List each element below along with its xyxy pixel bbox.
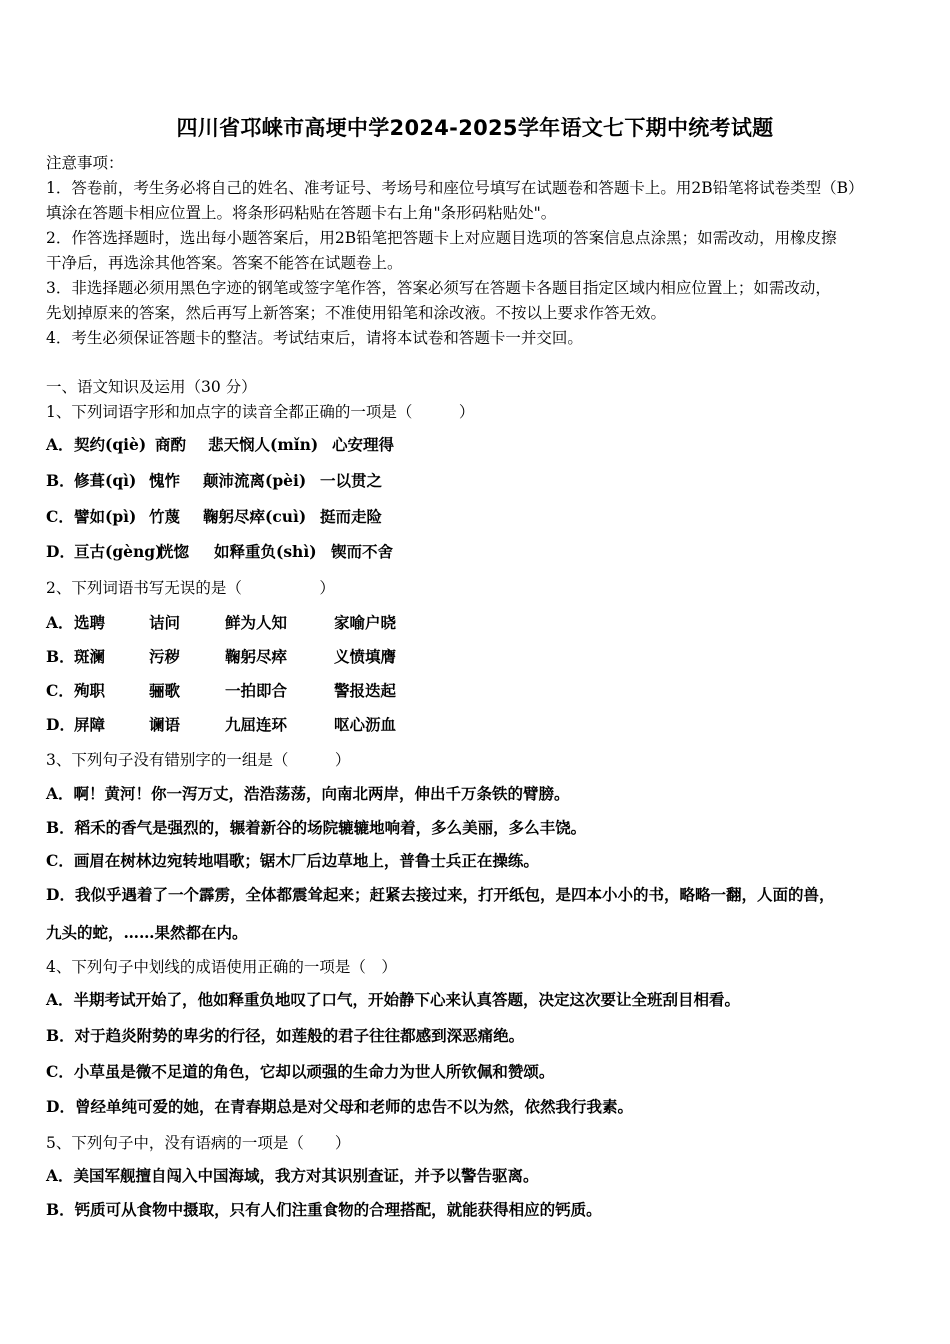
option-word: 锲而不舍 — [331, 542, 394, 561]
option-word: 呕心沥血 — [334, 715, 397, 734]
option-word: 亘古(gèng) — [74, 542, 163, 561]
option-word: 鞠躬尽瘁 — [225, 647, 288, 666]
option-word: 选聘 — [74, 613, 106, 632]
option-word: 一拍即合 — [225, 681, 288, 700]
option-letter: D． — [46, 542, 75, 561]
question-3-option-c: C．画眉在树林边宛转地唱歌；锯木厂后边草地上，普鲁士兵正在操练。 — [46, 851, 539, 870]
option-word: 悲天悯人(mǐn) — [208, 435, 319, 454]
option-letter: B． — [46, 471, 75, 490]
option-word: 竹蔑 — [149, 507, 181, 526]
option-letter: A． — [46, 435, 74, 454]
question-5-stem: 5、下列句子中，没有语病的一项是（ ） — [46, 1134, 351, 1152]
notice-line: 2．作答选择题时，选出每小题答案后，用2B铅笔把答题卡上对应题目选项的答案信息点涂黑；如需改动，用橡皮擦 — [46, 229, 837, 247]
option-word: 斑澜 — [74, 647, 106, 666]
notice-line: 干净后，再选涂其他答案。答案不能答在试题卷上。 — [46, 254, 403, 272]
question-4-option-a: A．半期考试开始了，他如释重负地叹了口气，开始静下心来认真答题，决定这次要让全班刮目相看。 — [46, 990, 741, 1009]
question-4-option-c: C．小草虽是微不足道的角色，它却以顽强的生命力为世人所钦佩和赞颂。 — [46, 1062, 555, 1081]
option-word: 诘问 — [149, 613, 181, 632]
question-1-stem: 1、下列词语字形和加点字的读音全都正确的一项是（ ） — [46, 403, 475, 421]
question-3-option-d-continued: 九头的蛇，……果然都在内。 — [46, 923, 248, 942]
notice-line: 3．非选择题必须用黑色字迹的钢笔或签字笔作答，答案必须写在答题卡各题目指定区域内相应位置上；如需改动， — [46, 279, 831, 297]
question-3-stem: 3、下列句子没有错别字的一组是（ ） — [46, 751, 351, 769]
question-3-option-d: D．我似乎遇着了一个霹雳，全体都震耸起来；赶紧去接过来，打开纸包，是四本小小的书，略略一翻，人面的兽， — [46, 885, 835, 904]
option-letter: D． — [46, 715, 75, 734]
option-word: 污秽 — [149, 647, 181, 666]
option-word: 修葺(qì) — [74, 471, 137, 490]
question-5-option-b: B．钙质可从食物中摄取，只有人们注重食物的合理搭配，就能获得相应的钙质。 — [46, 1200, 602, 1219]
question-4-option-d: D．曾经单纯可爱的她，在青春期总是对父母和老师的忠告不以为然，依然我行我素。 — [46, 1097, 633, 1116]
option-word: 恍惚 — [158, 542, 190, 561]
section-heading: 一、语文知识及运用（30 分） — [46, 378, 257, 396]
option-letter: A． — [46, 613, 74, 632]
option-word: 心安理得 — [332, 435, 395, 454]
option-word: 挺而走险 — [320, 507, 383, 526]
option-word: 商酌 — [155, 435, 187, 454]
question-4-stem: 4、下列句子中划线的成语使用正确的一项是（ ） — [46, 958, 397, 976]
option-word: 九屈连环 — [225, 715, 288, 734]
option-word: 骊歌 — [149, 681, 181, 700]
question-3-option-a: A．啊！黄河！你一泻万丈，浩浩荡荡，向南北两岸，伸出千万条铁的臂膀。 — [46, 784, 570, 803]
option-word: 义愤填膺 — [334, 647, 397, 666]
option-word: 谰语 — [149, 715, 181, 734]
option-word: 愧怍 — [149, 471, 181, 490]
option-word: 如释重负(shì) — [214, 542, 317, 561]
question-3-option-b: B．稻禾的香气是强烈的，辗着新谷的场院辘辘地响着，多么美丽，多么丰饶。 — [46, 818, 587, 837]
option-letter: B． — [46, 647, 75, 666]
question-4-option-b: B．对于趋炎附势的卑劣的行径，如莲般的君子往往都感到深恶痛绝。 — [46, 1026, 525, 1045]
question-5-option-a: A．美国军舰擅自闯入中国海域，我方对其识别查证，并予以警告驱离。 — [46, 1166, 539, 1185]
option-word: 一以贯之 — [320, 471, 383, 490]
option-word: 鲜为人知 — [225, 613, 288, 632]
option-word: 家喻户晓 — [334, 613, 397, 632]
page-title: 四川省邛崃市高埂中学2024-2025学年语文七下期中统考试题 — [176, 116, 774, 140]
option-word: 契约(qiè) — [74, 435, 147, 454]
notice-line: 填涂在答题卡相应位置上。将条形码粘贴在答题卡右上角"条形码粘贴处"。 — [46, 204, 557, 222]
option-word: 警报迭起 — [334, 681, 397, 700]
notice-heading: 注意事项： — [46, 154, 124, 172]
notice-line: 1．答卷前，考生务必将自己的姓名、准考证号、考场号和座位号填写在试题卷和答题卡上。用2B铅笔将试卷类型（B） — [46, 179, 864, 197]
option-word: 譬如(pì) — [74, 507, 137, 526]
question-2-stem: 2、下列词语书写无误的是（ ） — [46, 579, 335, 597]
option-word: 鞠躬尽瘁(cuì) — [203, 507, 307, 526]
option-word: 殉职 — [74, 681, 106, 700]
option-letter: C． — [46, 681, 74, 700]
option-word: 屏障 — [74, 715, 106, 734]
notice-line: 先划掉原来的答案，然后再写上新答案；不准使用铅笔和涂改液。不按以上要求作答无效。 — [46, 304, 667, 322]
notice-line: 4．考生必须保证答题卡的整洁。考试结束后，请将本试卷和答题卡一并交回。 — [46, 329, 583, 347]
option-word: 颠沛流离(pèi) — [203, 471, 307, 490]
option-letter: C． — [46, 507, 74, 526]
